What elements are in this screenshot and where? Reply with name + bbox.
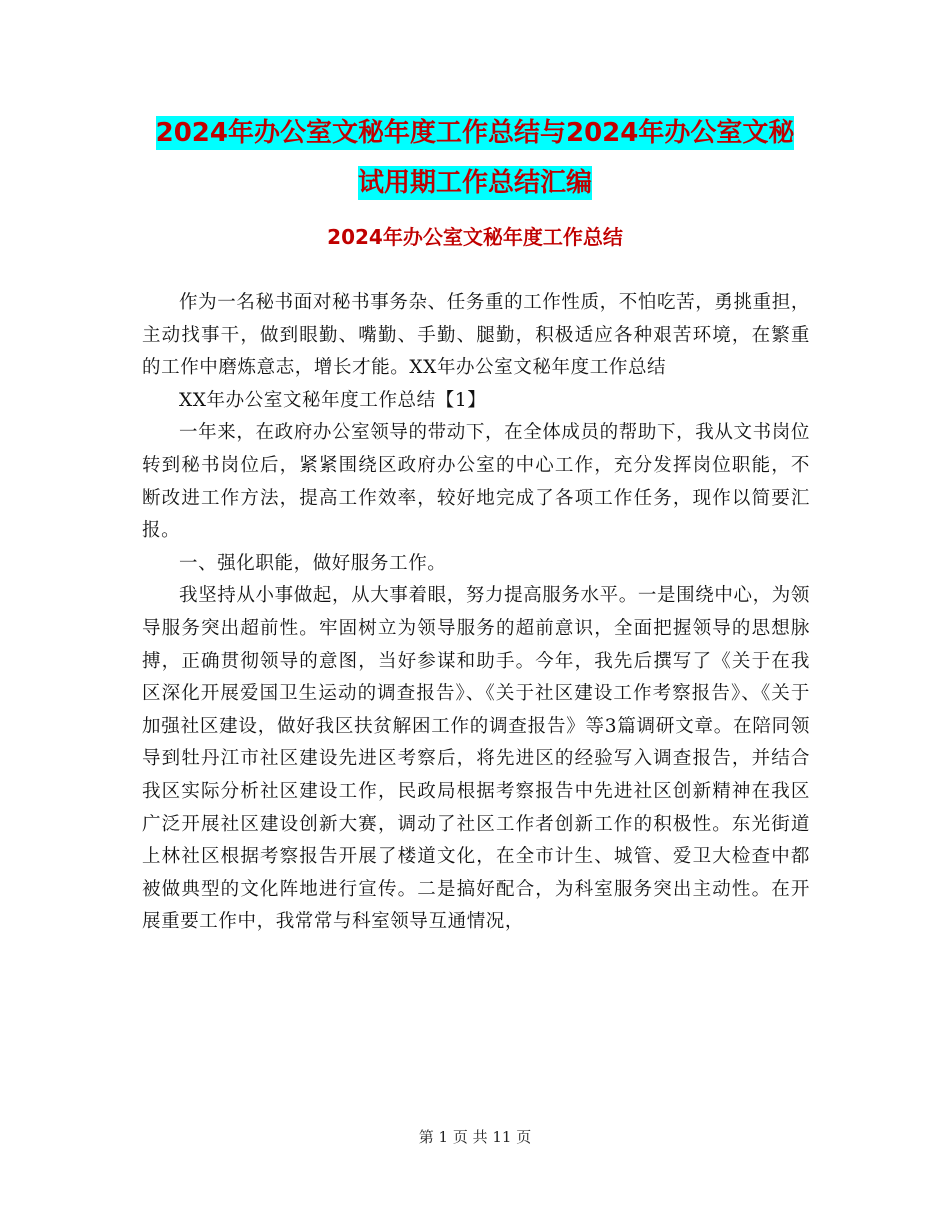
title-line-2: 试用期工作总结汇编 [357, 168, 592, 198]
paragraph: 一、强化职能，做好服务工作。 [179, 552, 447, 574]
section-heading: 2024年办公室文秘年度工作总结 [327, 225, 623, 249]
page-number: 第 1 页 共 11 页 [418, 1128, 532, 1146]
paragraph: XX年办公室文秘年度工作总结【1】 [179, 389, 487, 411]
paragraph: 作为一名秘书面对秘书事务杂、任务重的工作性质，不怕吃苦，勇挑重担，主动找事干，做到眼勤、嘴勤、手勤、腿勤，积极适应各种艰苦环境，在繁重的工作中磨炼意志，增长才能。XX年办公室文秘年度工作总结 [142, 292, 810, 379]
document-title [140, 108, 810, 208]
title-line-1: 2024年办公室文秘年度工作总结与2024年办公室文秘 [155, 118, 795, 148]
paragraph: 我坚持从小事做起，从大事着眼，努力提高服务水平。一是围绕中心，为领导服务突出超前性。牢固树立为领导服务的超前意识，全面把握领导的思想脉搏，正确贯彻领导的意图，当好参谋和助手。今年，我先后撰写了《关于在我区深化开展爱国卫生运动的调查报告》、《关于社区建设工作考察报告》、《关于加强社区建设，做好我区扶贫解困工作的调查报告》等3篇调研文章。在陪同领导到牡丹江市社区建设先进区考察后，将先进区的经验写入调查报告，并结合我区实际分析社区建设工作，民政局根据考察报告中先进社区创新精神在我区广泛开展社区建设创新大赛，调动了社区工作者创新工作的积极性。东光街道上林社区根据考察报告开展了楼道文化，在全市计生、城管、爱卫大检查中都被做典型的文化阵地进行宣传。二是搞好配合，为科室服务突出主动性。在开展重要工作中，我常常与科室领导互通情况， [142, 585, 810, 933]
document-body [142, 287, 810, 939]
paragraph: 一年来，在政府办公室领导的带动下，在全体成员的帮助下，我从文书岗位转到秘书岗位后，紧紧围绕区政府办公室的中心工作，充分发挥岗位职能，不断改进工作方法，提高工作效率，较好地完成了各项工作任务，现作以简要汇报。 [142, 422, 810, 542]
